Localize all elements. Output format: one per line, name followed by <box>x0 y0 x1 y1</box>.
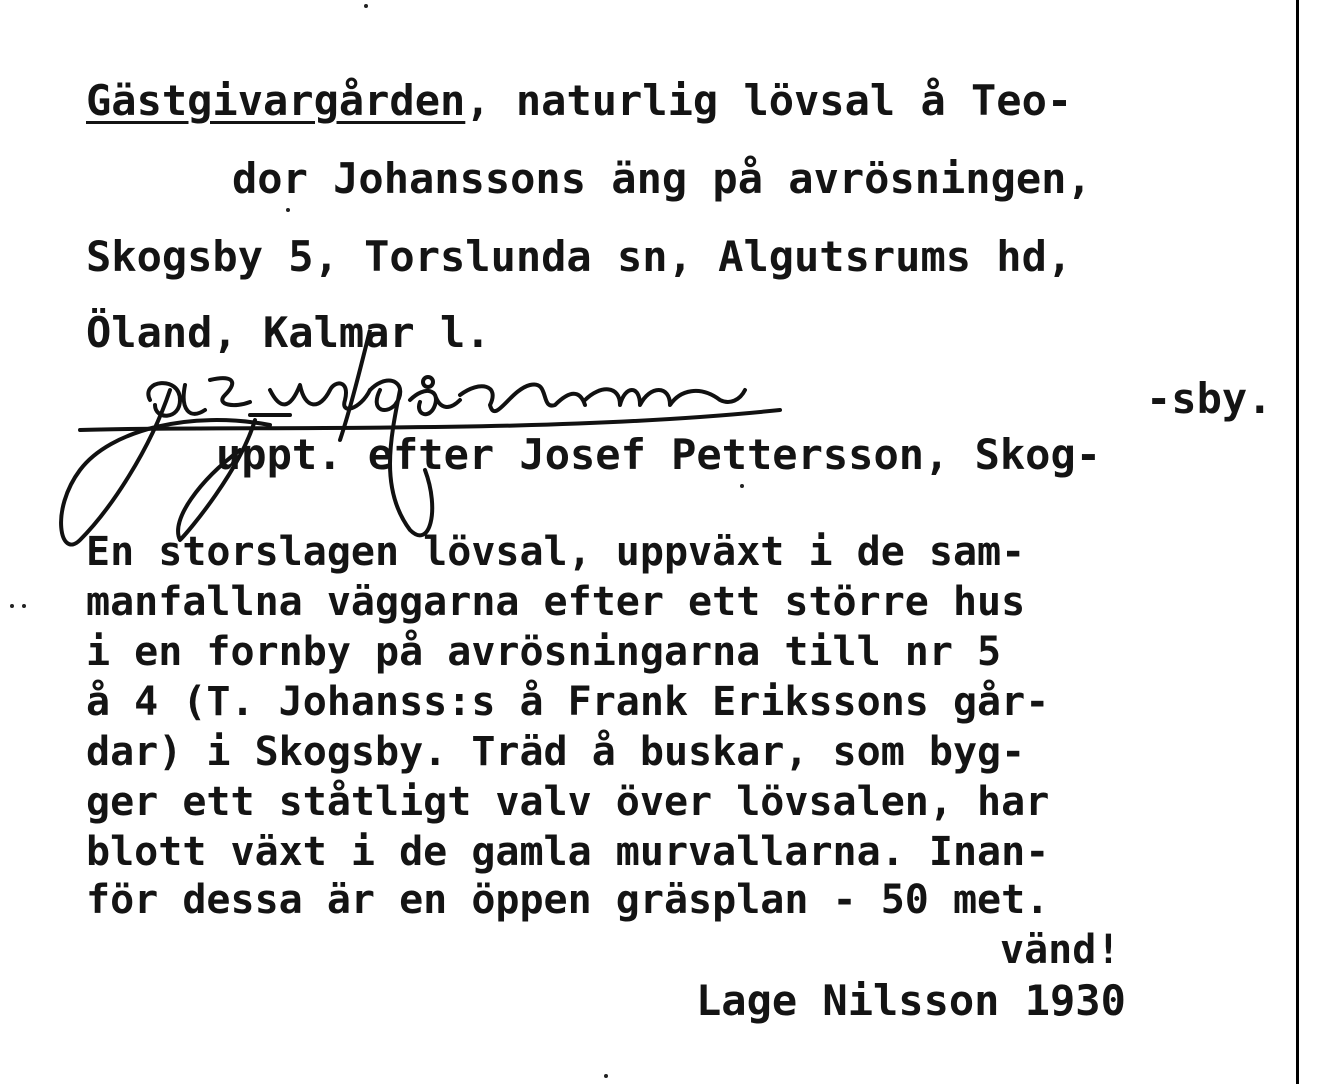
description-line-6: ger ett ståtligt valv över lövsalen, har <box>86 779 1050 825</box>
scan-speck <box>10 604 14 608</box>
description-line-1: En storslagen lövsal, uppväxt i de sam- <box>86 529 1026 575</box>
description-line-7: blott växt i de gamla murvallarna. Inan- <box>86 829 1050 875</box>
signature: Lage Nilsson 1930 <box>696 976 1126 1025</box>
description-line-5: dar) i Skogsby. Träd å buskar, som byg- <box>86 729 1026 775</box>
turn-note: vänd! <box>1000 927 1121 973</box>
scan-speck <box>364 4 368 8</box>
scan-speck <box>22 604 26 608</box>
header-line-3: Skogsby 5, Torslunda sn, Algutsrums hd, <box>86 232 1073 281</box>
description-line-8: för dessa är en öppen gräsplan - 50 met. <box>86 877 1050 923</box>
header-line-1 <box>86 76 1073 125</box>
description-line-3: i en fornby på avrösningarna till nr 5 <box>86 629 1002 675</box>
header-line-4: Öland, Kalmar l. <box>86 308 491 357</box>
informant-line: uppt. efter Josef Pettersson, Skog- <box>216 430 1102 479</box>
place-name: Gästgivargården <box>86 76 466 125</box>
sby-suffix: -sby. <box>1146 374 1273 423</box>
description-line-2: manfallna väggarna efter ett större hus <box>86 579 1026 625</box>
header-line-1-rest: , naturlig lövsal å Teo- <box>465 76 1073 125</box>
header-line-2: dor Johanssons äng på avrösningen, <box>232 154 1092 203</box>
scan-speck <box>604 1074 608 1078</box>
card-right-edge <box>1296 0 1299 1084</box>
scan-speck <box>740 484 744 488</box>
description-line-4: å 4 (T. Johanss:s å Frank Erikssons går- <box>86 679 1050 725</box>
scan-speck <box>286 208 290 212</box>
